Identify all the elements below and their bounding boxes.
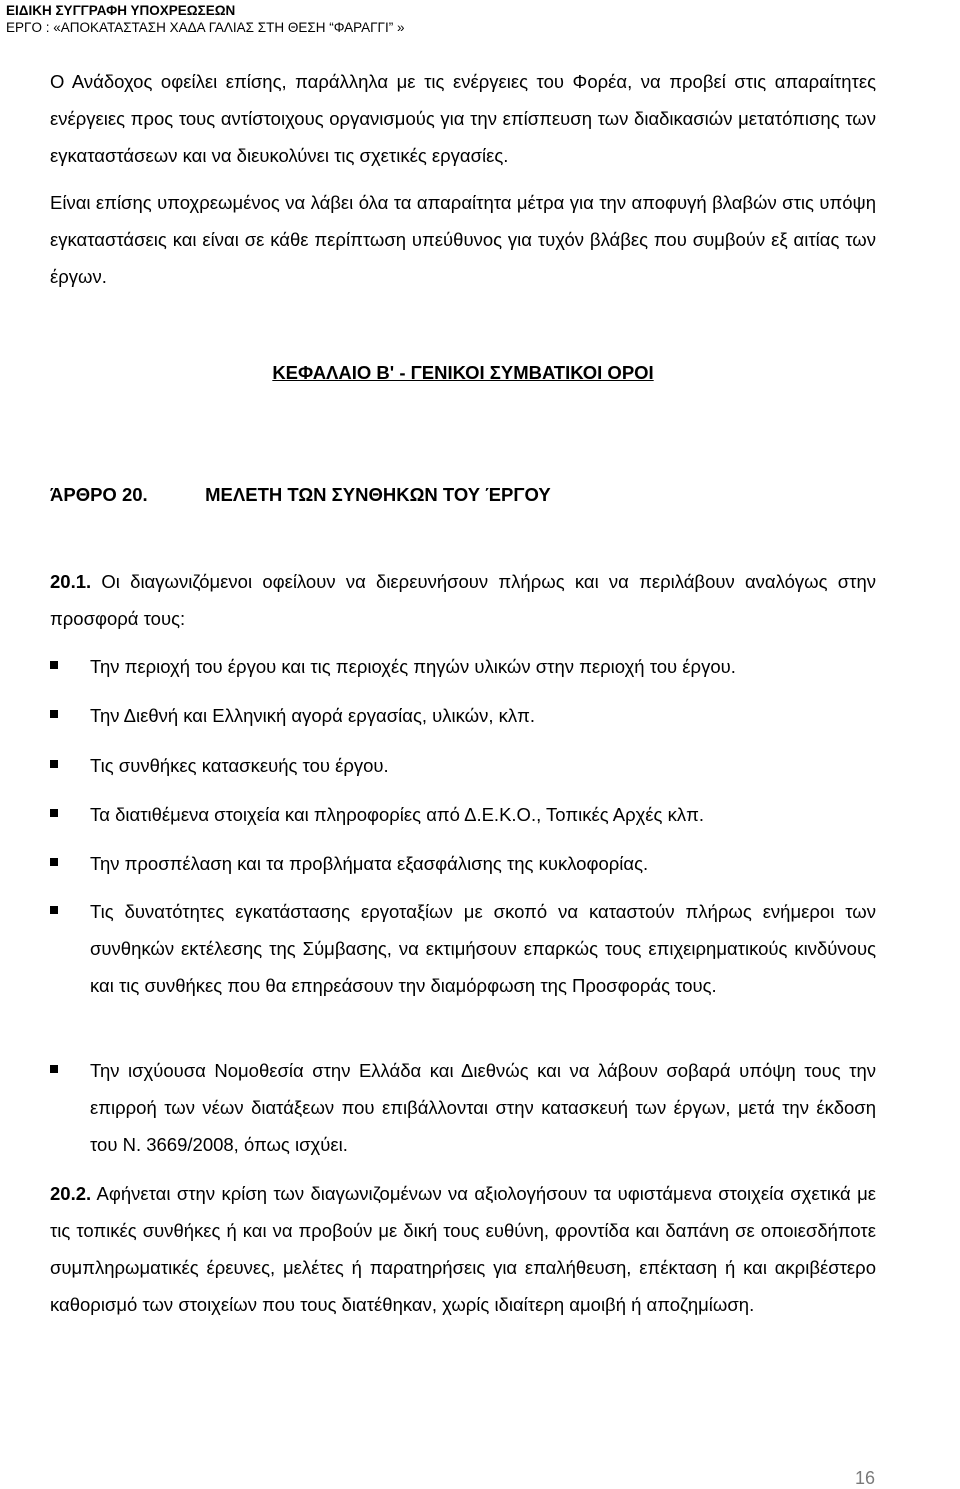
bullet-text: Τις δυνατότητες εγκατάστασης εργοταξίων με σκοπό να καταστούν πλήρως ενήμεροι των συνθηκών εκτέλεσης της Σύμβασης, να εκτιμήσουν επαρκώς τους επιχειρηματικούς κινδύνους και τις συνθήκες που θα επηρεάσουν την διαμόρφωση της Προσφοράς τους. — [90, 901, 876, 996]
bullet-square-icon — [50, 661, 58, 669]
bullet-square-icon — [50, 1065, 58, 1073]
document-header — [6, 2, 404, 36]
section-20-2-number: 20.2. — [50, 1183, 92, 1204]
bullet-square-icon — [50, 710, 58, 718]
chapter-heading — [0, 360, 926, 386]
bullet-text: Την περιοχή του έργου και τις περιοχές πηγών υλικών στην περιοχή του έργου. — [90, 656, 736, 677]
section-20-2-text: Αφήνεται στην κρίση των διαγωνιζομένων να αξιολογήσουν τα υφιστάμενα στοιχεία σχετικά με τις τοπικές συνθήκες ή και να προβούν με δική τους ευθύνη, φροντίδα και δαπάνη σε οποιεσδήποτε συμπληρωματικές έρευνες, μελέτες ή παρατηρήσεις για επαλήθευση, επέκταση ή και ακριβέστερο καθορισμό των στοιχείων που τους διατέθηκαν, χωρίς ιδιαίτερη αμοιβή ή αποζημίωση. — [50, 1183, 877, 1315]
page-number: 16 — [855, 1468, 876, 1488]
intro-paragraph-2: Είναι επίσης υποχρεωμένος να λάβει όλα τα απαραίτητα μέτρα για την αποφυγή βλαβών στις υπόψη εγκαταστάσεις και είναι σε κάθε περίπτωση υπεύθυνος για τυχόν βλάβες που συμβούν εξ αιτίας των έργων. — [50, 192, 876, 287]
bullet-square-icon — [50, 906, 58, 914]
bullet-item — [90, 1052, 876, 1163]
bullet-item — [90, 648, 876, 685]
bullet-item — [90, 697, 876, 734]
bullet-item — [90, 747, 876, 784]
header-title: ΕΙΔΙΚΗ ΣΥΓΓΡΑΦΗ ΥΠΟΧΡΕΩΣΕΩΝ — [6, 3, 236, 18]
bullet-item — [90, 796, 876, 833]
bullet-square-icon — [50, 809, 58, 817]
bullet-text: Τα διατιθέμενα στοιχεία και πληροφορίες από Δ.Ε.Κ.Ο., Τοπικές Αρχές κλπ. — [90, 804, 705, 825]
chapter-title: ΚΕΦΑΛΑΙΟ Β' - ΓΕΝΙΚΟΙ ΣΥΜΒΑΤΙΚΟΙ ΟΡΟΙ — [272, 362, 654, 383]
bullet-text: Την προσπέλαση και τα προβλήματα εξασφάλισης της κυκλοφορίας. — [90, 853, 649, 874]
article-title: ΜΕΛΕΤΗ ΤΩΝ ΣΥΝΘΗΚΩΝ ΤΟΥ ΈΡΓΟΥ — [205, 484, 551, 505]
bullet-text: Την Διεθνή και Ελληνική αγορά εργασίας, υλικών, κλπ. — [90, 705, 536, 726]
bullet-text: Τις συνθήκες κατασκευής του έργου. — [90, 755, 389, 776]
header-project: ΕΡΓΟ : «ΑΠΟΚΑΤΑΣΤΑΣΗ ΧΑΔΑ ΓΑΛΙΑΣ ΣΤΗ ΘΕΣΗ “ΦΑΡΑΓΓΙ” » — [6, 20, 405, 35]
bullet-square-icon — [50, 760, 58, 768]
section-20-1-text: Οι διαγωνιζόμενοι οφείλουν να διερευνήσουν πλήρως και να περιλάβουν αναλόγως στην προσφορά τους: — [50, 571, 876, 629]
article-number: ΆΡΘΡΟ 20. — [50, 484, 148, 505]
section-20-1 — [50, 563, 876, 637]
bullet-item — [90, 845, 876, 882]
bullet-text: Την ισχύουσα Νομοθεσία στην Ελλάδα και Διεθνώς και να λάβουν σοβαρά υπόψη τους την επιρροή των νέων διατάξεων που επιβάλλονται στην κατασκευή των έργων, μετά την έκδοση του Ν. 3669/2008, όπως ισχύει. — [90, 1060, 876, 1155]
bullet-item — [90, 893, 876, 1004]
intro-paragraph-1: Ο Ανάδοχος οφείλει επίσης, παράλληλα με τις ενέργειες του Φορέα, να προβεί στις απαραίτητες ενέργειες προς τους αντίστοιχους οργανισμούς για την επίσπευση των διαδικασιών μετατόπισης των εγκαταστάσεων και να διευκολύνει τις σχετικές εργασίες. — [50, 71, 876, 166]
article-heading — [50, 482, 551, 508]
section-20-1-number: 20.1. — [50, 571, 92, 592]
section-20-2 — [50, 1175, 876, 1323]
bullet-square-icon — [50, 858, 58, 866]
